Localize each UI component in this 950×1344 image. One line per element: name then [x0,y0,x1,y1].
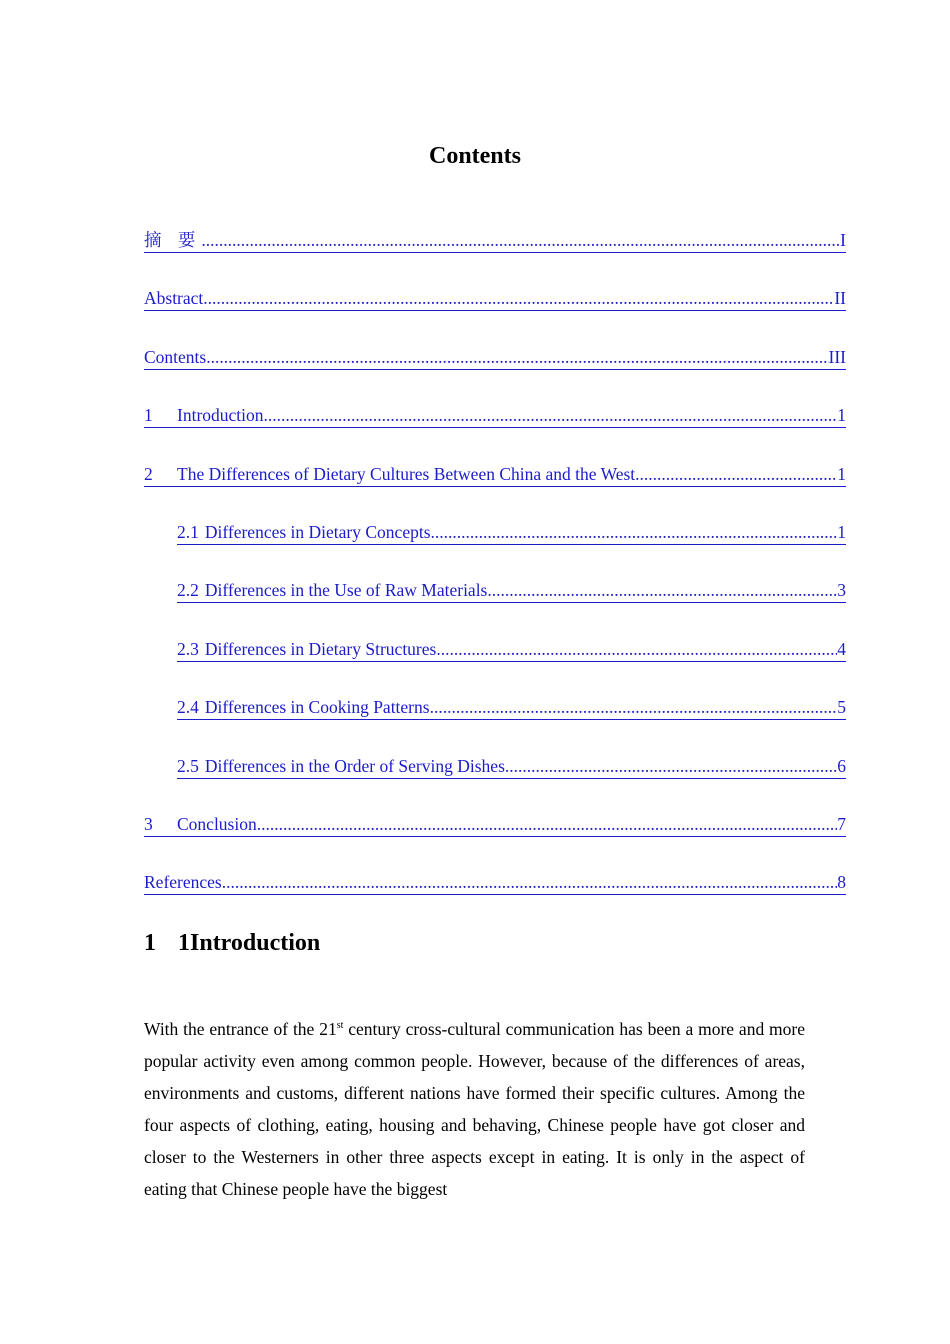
toc-leader-dots [431,520,838,545]
toc-entry-title: Differences in the Order of Serving Dishes [204,755,505,776]
toc-leader-dots [635,462,837,487]
toc-entry-introduction[interactable] [144,403,846,461]
toc-entry-2-2[interactable] [144,578,846,636]
toc-entry-title: Differences in the Use of Raw Materials [204,580,488,601]
toc-entry-page: 1 [837,403,846,428]
toc-entry-text [177,520,431,545]
toc-entry-2-3[interactable] [144,637,846,695]
toc-leader-dots [264,403,838,428]
toc-entry-title: References [144,870,222,895]
toc-entry-page: 4 [837,637,846,662]
toc-leader-dots [257,812,838,837]
toc-entry-number: 2.2 [177,580,199,601]
toc-entry-number: 3 [144,813,153,834]
ordinal-superscript: st [336,1020,344,1031]
toc-entry-title: 摘 要 [144,228,201,253]
toc-entry-page: I [840,228,846,253]
toc-entry-page: 1 [837,520,846,545]
toc-entry-text [144,403,264,428]
toc-entry-page: III [829,345,846,370]
toc-entry-number: 2.4 [177,697,199,718]
section-heading [144,930,320,957]
body-paragraph [144,1013,805,1205]
section-title: 1Introduction [178,930,321,956]
toc-entry-title: Abstract [144,286,203,311]
paragraph-text-start: With the entrance of the 21 [144,1019,337,1039]
toc-entry-2-4[interactable] [144,695,846,753]
toc-leader-dots [430,695,838,720]
toc-entry-2-1[interactable] [144,520,846,578]
toc-entry-number: 1 [144,405,153,426]
paragraph-text-rest: century cross-cultural communication has been a more and more popular activity even among common people. However, because of the differences of areas, environments and customs, different nations have formed their specific cultures. Among the four aspects of clothing, eating, housing and behaving, Chinese people have got closer and closer to the Westerners in other three aspects except in eating. It is only in the aspect of eating that Chinese people have the biggest [144,1019,806,1199]
toc-leader-dots [203,286,834,311]
toc-leader-dots [201,228,840,253]
toc-entry-title: Contents [144,345,206,370]
toc-leader-dots [487,578,837,603]
toc-leader-dots [436,637,837,662]
toc-entry-page: 7 [837,812,846,837]
section-number: 1 [144,930,156,956]
toc-entry-page: II [834,286,846,311]
toc-leader-dots [222,870,838,895]
toc-entry-conclusion[interactable] [144,812,846,870]
toc-leader-dots [505,754,837,779]
toc-entry-number: 2.5 [177,755,199,776]
contents-title: Contents [428,143,521,169]
toc-entry-text [144,462,635,487]
toc-entry-title: Introduction [177,405,264,426]
toc-entry-page: 1 [837,462,846,487]
table-of-contents [144,228,846,929]
toc-entry-text [177,695,430,720]
toc-entry-number: 2 [144,463,153,484]
toc-entry-page: 8 [837,870,846,895]
toc-entry-2-5[interactable] [144,754,846,812]
toc-entry-text [177,578,487,603]
toc-entry-references[interactable] [144,870,846,928]
toc-entry-title: Differences in Dietary Concepts [204,521,431,542]
toc-entry-text [144,812,257,837]
toc-entry-differences[interactable] [144,462,846,520]
toc-entry-title: Conclusion [177,813,257,834]
toc-entry-page: 3 [837,578,846,603]
toc-entry-text [177,637,436,662]
toc-entry-text [177,754,505,779]
toc-entry-page: 5 [837,695,846,720]
toc-entry-zhaiyao[interactable] [144,228,846,286]
toc-entry-abstract[interactable] [144,286,846,344]
toc-entry-title: Differences in Dietary Structures [204,638,437,659]
toc-entry-number: 2.1 [177,521,199,542]
toc-entry-title: The Differences of Dietary Cultures Between China and the West [177,463,636,484]
toc-leader-dots [206,345,828,370]
toc-entry-page: 6 [837,754,846,779]
toc-entry-number: 2.3 [177,638,199,659]
toc-entry-title: Differences in Cooking Patterns [204,697,430,718]
toc-entry-contents[interactable] [144,345,846,403]
